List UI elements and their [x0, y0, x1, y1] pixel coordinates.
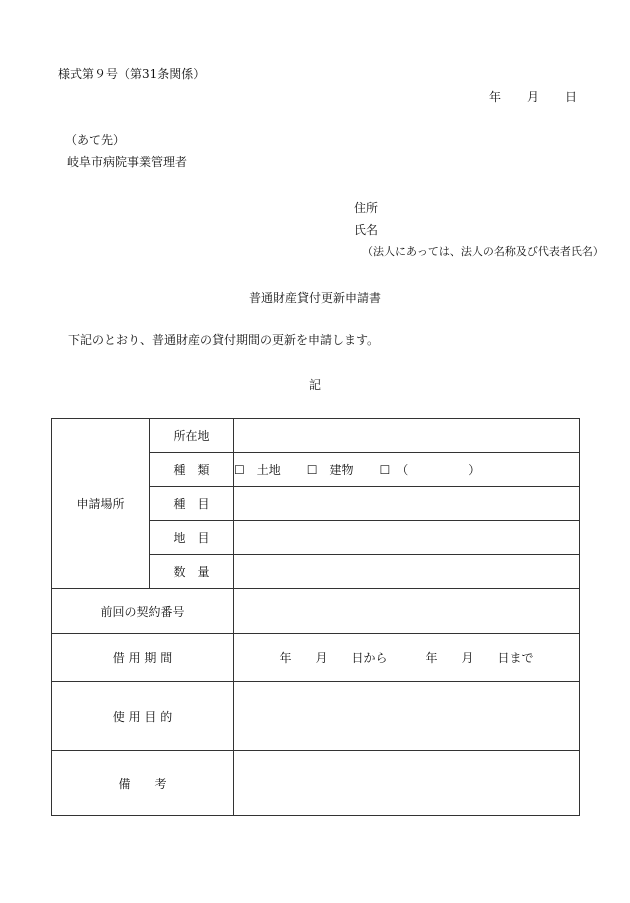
date-month-label: 月 — [527, 90, 540, 104]
ki-heading: 記 — [308, 378, 321, 392]
remarks-label: 備 考 — [52, 751, 234, 816]
table-row — [52, 751, 580, 816]
loan-period-label: 借 用 期 間 — [52, 634, 234, 682]
application-place-label: 申請場所 — [52, 419, 150, 589]
application-table — [51, 418, 580, 816]
end-year-label: 年 — [425, 651, 438, 665]
quantity-field[interactable] — [234, 555, 580, 589]
land-category-label: 地 目 — [150, 521, 234, 555]
purpose-label: 使 用 目 的 — [52, 682, 234, 751]
intro-text: 下記のとおり、普通財産の貸付期間の更新を申請します。 — [68, 333, 380, 347]
document-title: 普通財産貸付更新申請書 — [248, 291, 381, 305]
kind-land-checkbox[interactable]: ☐ 土地 — [234, 463, 281, 477]
remarks-field[interactable] — [234, 751, 580, 816]
kind-options — [234, 453, 580, 487]
end-day-label: 日まで — [497, 651, 534, 665]
kind-label: 種 類 — [150, 453, 234, 487]
kind-building-checkbox[interactable]: ☐ 建物 — [306, 463, 354, 477]
addressee-name: 岐阜市病院事業管理者 — [67, 155, 188, 169]
table-row — [52, 682, 580, 751]
purpose-field[interactable] — [234, 682, 580, 751]
start-month-label: 月 — [315, 651, 328, 665]
name-label: 氏名 — [354, 223, 379, 237]
end-month-label: 月 — [461, 651, 474, 665]
start-year-label: 年 — [279, 651, 292, 665]
form-number: 様式第９号（第31条関係） — [58, 67, 206, 81]
start-day-label: 日から — [351, 651, 388, 665]
name-note: （法人にあっては、法人の名称及び代表者氏名） — [362, 245, 604, 258]
category-field[interactable] — [234, 487, 580, 521]
kind-other-checkbox[interactable]: ☐ （ ） — [379, 463, 481, 477]
table-row — [52, 634, 580, 682]
address-label: 住所 — [354, 201, 379, 215]
location-label: 所在地 — [150, 419, 234, 453]
table-row — [52, 419, 580, 453]
previous-contract-field[interactable] — [234, 589, 580, 634]
previous-contract-label: 前回の契約番号 — [52, 589, 234, 634]
date-day-label: 日 — [565, 90, 578, 104]
loan-period-field[interactable] — [234, 634, 580, 682]
location-field[interactable] — [234, 419, 580, 453]
date-line — [489, 91, 577, 103]
table-row — [52, 589, 580, 634]
quantity-label: 数 量 — [150, 555, 234, 589]
date-year-label: 年 — [489, 90, 502, 104]
land-category-field[interactable] — [234, 521, 580, 555]
category-label: 種 目 — [150, 487, 234, 521]
addressee-label: （あて先） — [65, 133, 126, 147]
